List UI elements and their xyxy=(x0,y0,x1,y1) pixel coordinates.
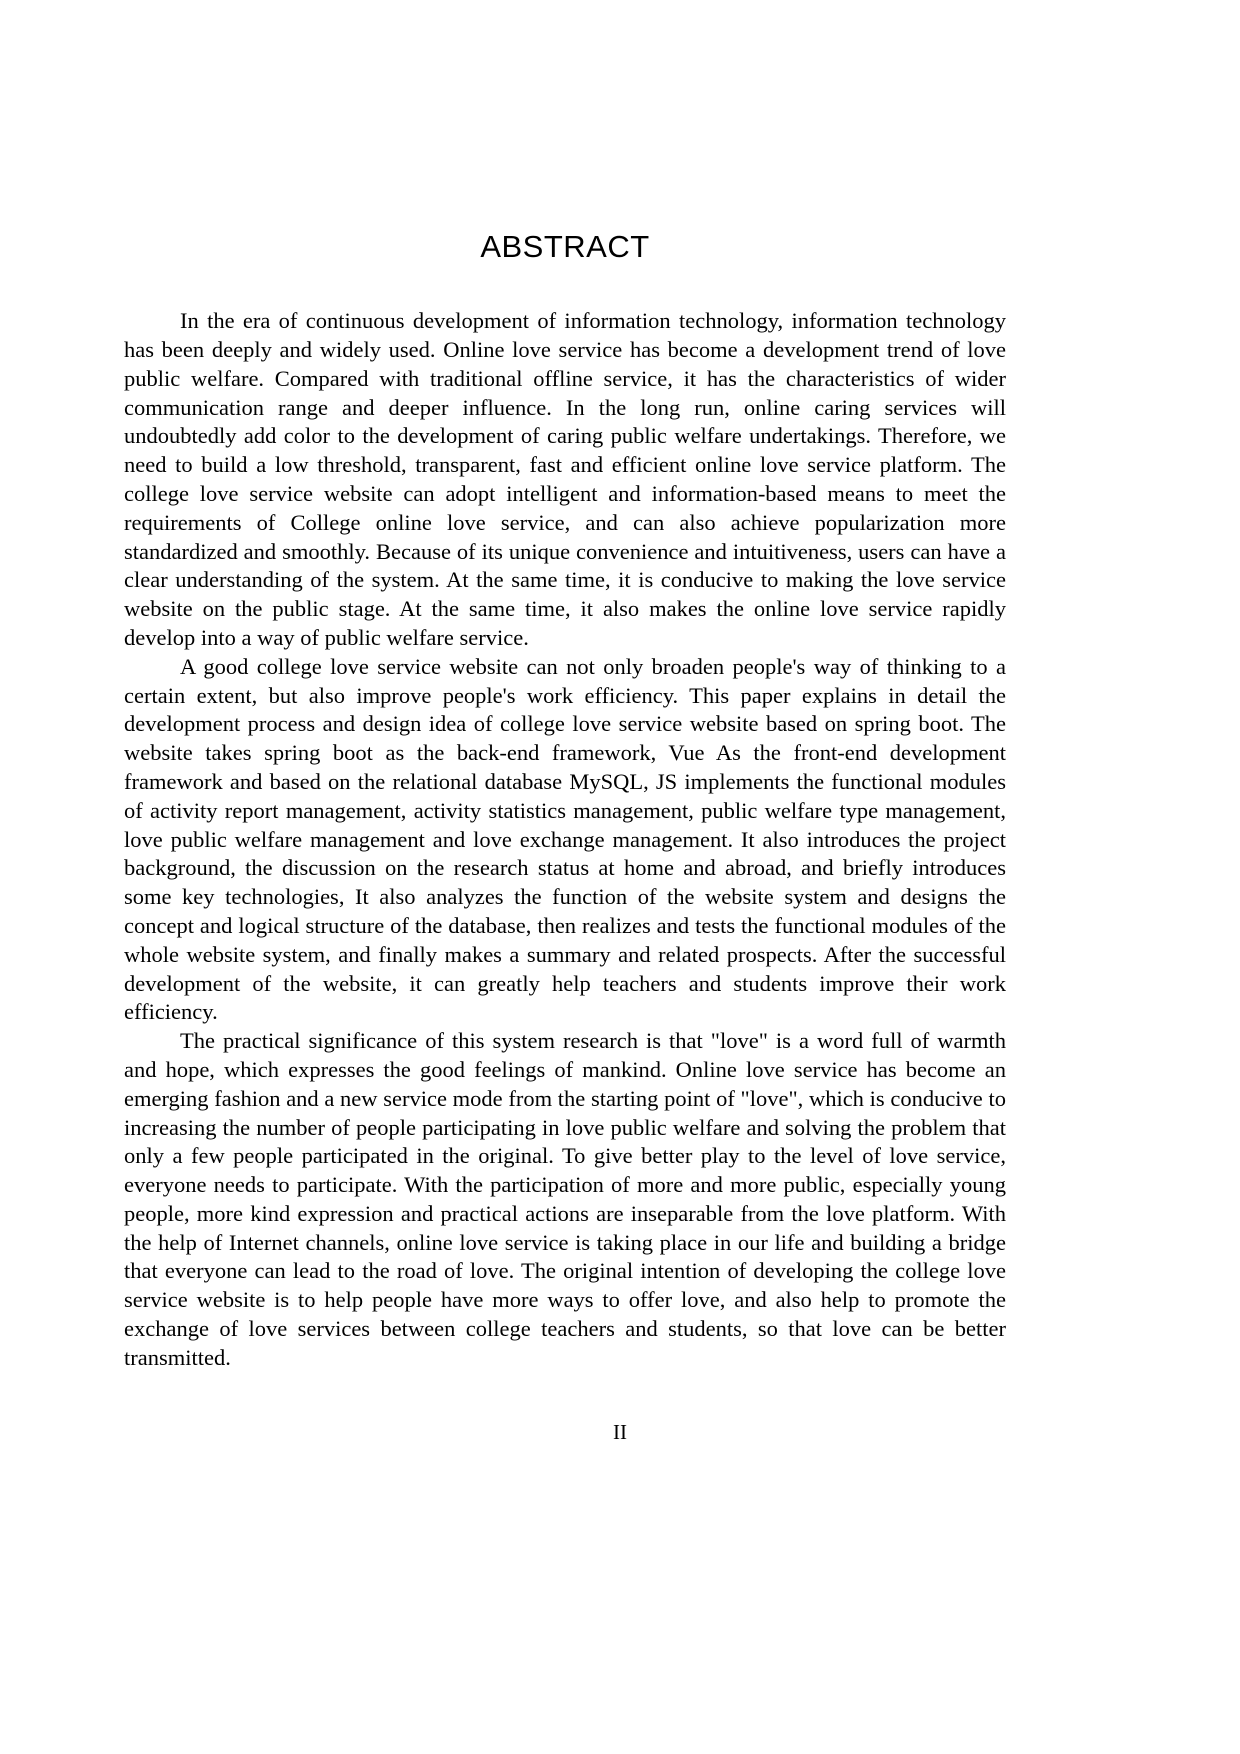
page-title: ABSTRACT xyxy=(480,229,650,264)
page-number: II xyxy=(613,1420,627,1444)
page-content xyxy=(124,0,1006,1373)
abstract-paragraph-1: In the era of continuous development of information technology, information technology has been deeply and widely used. Online love service has become a development trend of love public welfare. Compared with traditional offline service, it has the characteristics of wider communication range and deeper influence. In the long run, online caring services will undoubtedly add color to the development of caring public welfare undertakings. Therefore, we need to build a low threshold, transparent, fast and efficient online love service platform. The college love service website can adopt intelligent and information-based means to meet the requirements of College online love service, and can also achieve popularization more standardized and smoothly. Because of its unique convenience and intuitiveness, users can have a clear understanding of the system. At the same time, it is conducive to making the love service website on the public stage. At the same time, it also makes the online love service rapidly develop into a way of public welfare service. xyxy=(124,308,1006,650)
abstract-paragraph-3: The practical significance of this system research is that "love" is a word full of warmth and hope, which expresses the good feelings of mankind. Online love service has become an emerging fashion and a new service mode from the starting point of "love", which is conducive to increasing the number of people participating in love public welfare and solving the problem that only a few people participated in the original. To give better play to the level of love service, everyone needs to participate. With the participation of more and more public, especially young people, more kind expression and practical actions are inseparable from the love platform. With the help of Internet channels, online love service is taking place in our life and building a bridge that everyone can lead to the road of love. The original intention of developing the college love service website is to help people have more ways to offer love, and also help to promote the exchange of love services between college teachers and students, so that love can be better transmitted. xyxy=(124,1028,1006,1370)
abstract-paragraph-2: A good college love service website can not only broaden people's way of thinking to a certain extent, but also improve people's work efficiency. This paper explains in detail the development process and design idea of college love service website based on spring boot. The website takes spring boot as the back-end framework, Vue As the front-end development framework and based on the relational database MySQL, JS implements the functional modules of activity report management, activity statistics management, public welfare type management, love public welfare management and love exchange management. It also introduces the project background, the discussion on the research status at home and abroad, and briefly introduces some key technologies, It also analyzes the function of the website system and designs the concept and logical structure of the database, then realizes and tests the functional modules of the whole website system, and finally makes a summary and related prospects. After the successful development of the website, it can greatly help teachers and students improve their work efficiency. xyxy=(124,653,1006,1025)
abstract-body xyxy=(124,265,1006,1372)
